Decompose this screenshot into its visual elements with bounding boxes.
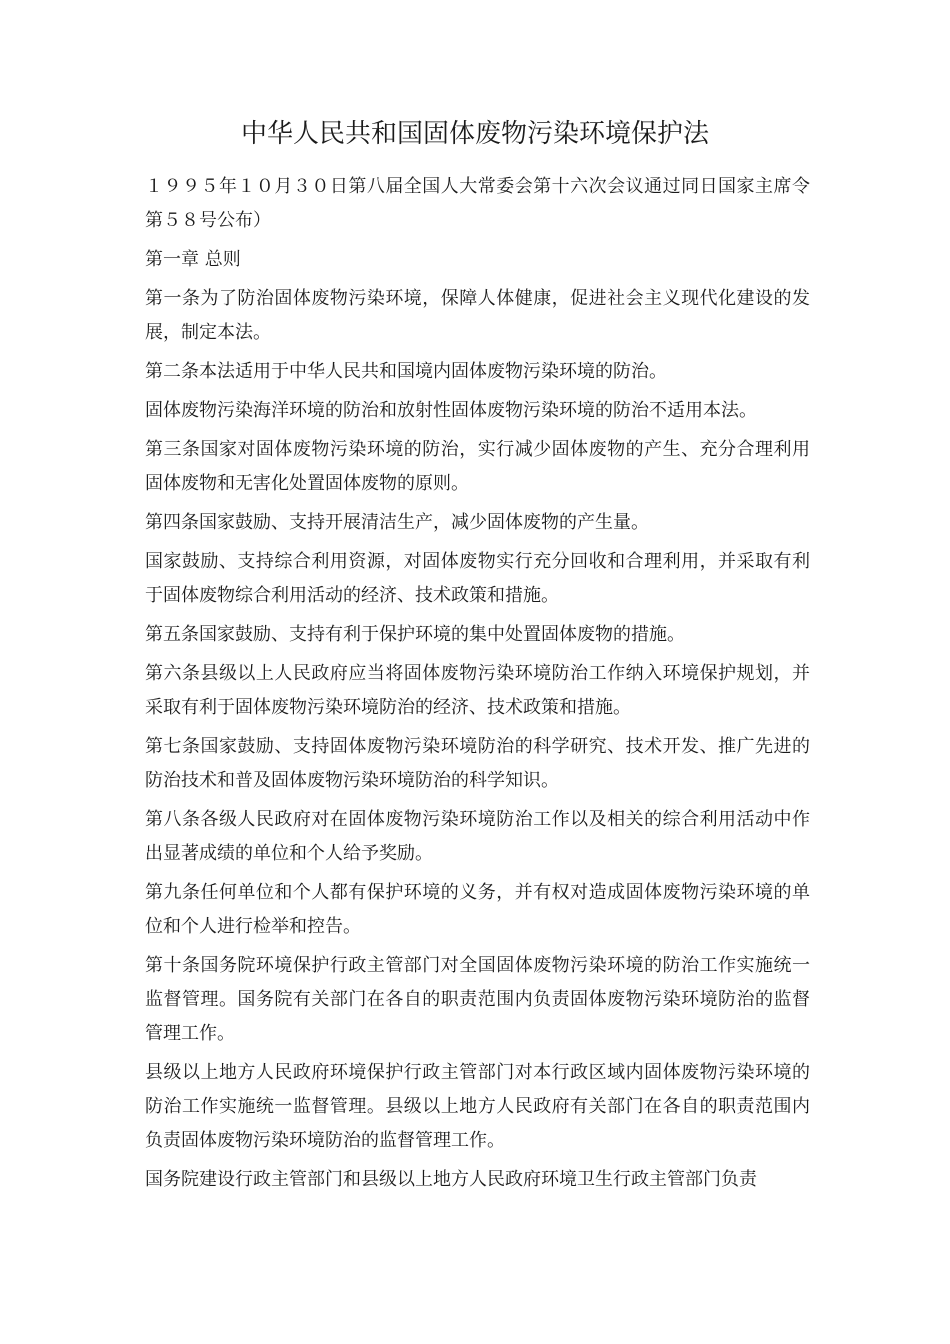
paragraph-article-8: 第八条各级人民政府对在固体废物污染环境防治工作以及相关的综合利用活动中作出显著成绩的单位和个人给予奖励。 [145, 809, 810, 864]
paragraph-article-10-clause-2: 县级以上地方人民政府环境保护行政主管部门对本行政区域内固体废物污染环境的防治工作实施统一监督管理。县级以上地方人民政府有关部门在各自的职责范围内负责固体废物污染环境防治的监督管理工作。 [145, 1062, 810, 1151]
paragraph-article-4-clause: 国家鼓励、支持综合利用资源，对固体废物实行充分回收和合理利用，并采取有利于固体废物综合利用活动的经济、技术政策和措施。 [145, 551, 810, 606]
paragraph-article-5: 第五条国家鼓励、支持有利于保护环境的集中处置固体废物的措施。 [145, 624, 685, 645]
paragraph-article-10-clause-3: 国务院建设行政主管部门和县级以上地方人民政府环境卫生行政主管部门负责 [145, 1169, 757, 1190]
paragraph-article-6: 第六条县级以上人民政府应当将固体废物污染环境防治工作纳入环境保护规划，并采取有利于固体废物污染环境防治的经济、技术政策和措施。 [145, 663, 810, 718]
paragraph-article-7: 第七条国家鼓励、支持固体废物污染环境防治的科学研究、技术开发、推广先进的防治技术和普及固体废物污染环境防治的科学知识。 [145, 736, 810, 791]
paragraph-article-4: 第四条国家鼓励、支持开展清洁生产，减少固体废物的产生量。 [145, 512, 649, 533]
paragraph-article-3: 第三条国家对固体废物污染环境的防治，实行减少固体废物的产生、充分合理利用固体废物和无害化处置固体废物的原则。 [145, 439, 810, 494]
paragraph-article-9: 第九条任何单位和个人都有保护环境的义务，并有权对造成固体废物污染环境的单位和个人进行检举和控告。 [145, 882, 810, 937]
paragraph-article-2-clause: 固体废物污染海洋环境的防治和放射性固体废物污染环境的防治不适用本法。 [145, 400, 757, 421]
document-body [145, 170, 810, 1202]
paragraph-article-2: 第二条本法适用于中华人民共和国境内固体废物污染环境的防治。 [145, 361, 667, 382]
chapter-heading: 第一章 总则 [145, 249, 241, 270]
paragraph-promulgation-note: １９９５年１０月３０日第八届全国人大常委会第十六次会议通过同日国家主席令第５８号公布） [145, 176, 810, 231]
paragraph-article-10: 第十条国务院环境保护行政主管部门对全国固体废物污染环境的防治工作实施统一监督管理。国务院有关部门在各自的职责范围内负责固体废物污染环境防治的监督管理工作。 [145, 955, 810, 1044]
paragraph-article-1: 第一条为了防治固体废物污染环境，保障人体健康，促进社会主义现代化建设的发展，制定本法。 [145, 288, 810, 343]
document-title: 中华人民共和国固体废物污染环境保护法 [240, 119, 709, 149]
